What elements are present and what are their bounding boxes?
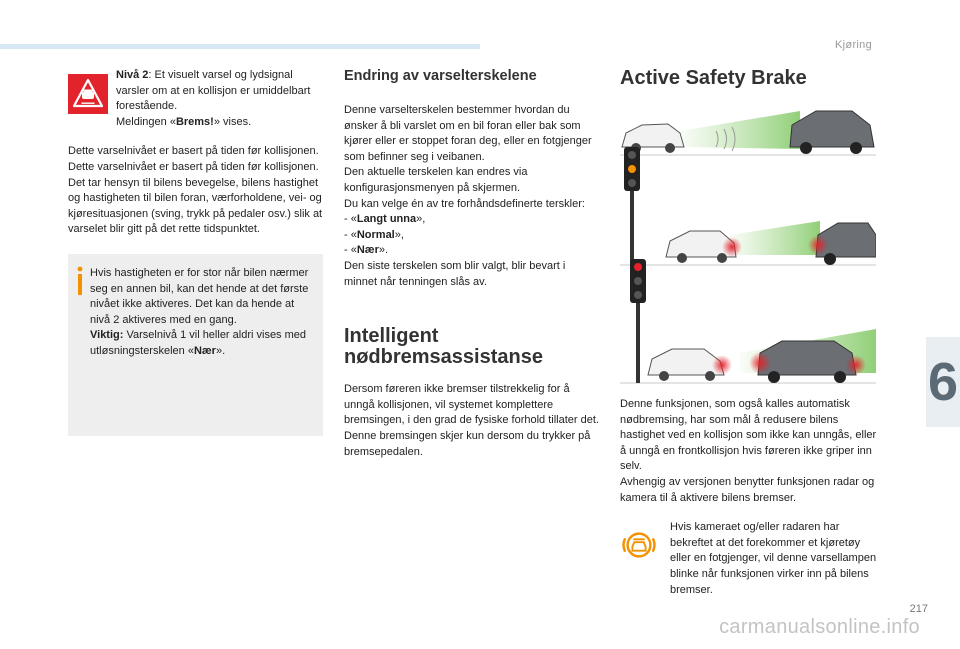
front-car (758, 341, 856, 383)
info-icon (75, 266, 85, 296)
brake-message: Brems! (175, 115, 214, 128)
option-suffix: ». (378, 244, 389, 257)
threshold-options (344, 212, 600, 259)
brake-illustrations (620, 103, 876, 385)
option-far: Langt unna (356, 213, 417, 226)
camera-warning-lamp-icon (620, 526, 658, 564)
info-box (68, 254, 323, 436)
active-safety-brake-heading: Active Safety Brake (620, 67, 807, 89)
traffic-light-icon (630, 259, 646, 383)
scenario-approaching-car (620, 147, 876, 265)
option-near: Nær (356, 244, 379, 257)
threshold-heading: Endring av varselterskelene (344, 68, 537, 84)
scenario-imminent-collision (620, 259, 876, 383)
scenario-distant-car (620, 111, 876, 155)
brake-message-post: » vises. (213, 115, 252, 128)
brake-message-pre: Meldingen « (116, 115, 176, 128)
threshold-option (344, 212, 600, 228)
level2-text (116, 68, 323, 130)
threshold-paragraph: Denne varselterskelen bestemmer hvordan du ønsker å bli varslet om en bil foran eller bak som kjører eller er stoppet foran deg, eller en fotgjenger som befinner seg i veibanen. Den aktuelle terskelen kan endres via konfigurasjonsmenyen på skjermen. Du kan velge én av tre forhåndsdefinerte terskler: (344, 104, 592, 210)
info-text (90, 266, 315, 360)
chapter-tab (926, 337, 960, 427)
timing-paragraph: Dette varselnivået er basert på tiden før kollisjonen. Dette varselnivået er basert på tiden før kollisjonen. Det tar hensyn til bilens bevegelse, bilens hastighet og hastigheten til bilen foran, værforholdene, vei- og kjøresituasjonen (sving, trykk på pedaler osv.) slik at varselet blir gitt på det rette tidspunktet. (68, 145, 323, 236)
info-sentence-2: Varselnivå 1 vil heller aldri vises med utløsningsterskelen « (90, 329, 307, 357)
asb-paragraph: Denne funksjonen, som også kalles automatisk nødbremsing, har som mål å redusere bilens hastighet ved en kollisjon som ikke kan unngås, eller å unngå en frontkollisjon hvis føreren ikke griper inn selv. Avhengig av versjonen benytter funksjonen radar og kamera til å aktivere bilens bremser. (620, 398, 877, 504)
traffic-light-icon (624, 147, 640, 265)
option-normal: Normal (356, 228, 395, 241)
level2-warning (68, 68, 323, 130)
front-car (790, 111, 874, 154)
collision-scenarios-illustration (620, 103, 876, 385)
level2-label: Nivå 2 (116, 69, 149, 81)
option-prefix: - « (344, 213, 357, 226)
camera-note-text: Hvis kameraet og/eller radaren har bekreftet at det forekommer et kjøretøy eller en fotgjenger, vil denne varsellampen blinke når funksjonen virker inn på bilens bremser. (670, 521, 877, 596)
left-column (68, 68, 323, 436)
level2-description: : Et visuelt varsel og lydsignal varsler om at en kollisjon er umiddelbart forestående. (116, 69, 311, 113)
threshold-option (344, 243, 600, 259)
option-prefix: - « (344, 244, 357, 257)
threshold-option (344, 228, 600, 244)
right-column (620, 68, 882, 598)
page-number: 217 (909, 603, 928, 615)
option-suffix: », (394, 228, 404, 241)
info-near-label: Nær (193, 344, 216, 357)
middle-column (344, 68, 600, 460)
info-important-label: Viktig: (90, 329, 124, 342)
option-suffix: », (416, 213, 426, 226)
collision-warning-icon (68, 74, 108, 114)
option-prefix: - « (344, 228, 357, 241)
info-sentence-3: ». (215, 344, 226, 357)
header-bar (0, 44, 480, 49)
chapter-number: 6 (927, 352, 959, 412)
intelligent-brake-paragraph: Dersom føreren ikke bremser tilstrekkelig for å unngå kollisjonen, vil systemet komplettere bremsingen, i den grad de fysiske forhold tillater det. Denne bremsingen skjer kun dersom du trykker på bremsepedalen. (344, 383, 599, 458)
info-sentence: Hvis hastigheten er for stor når bilen nærmer seg en annen bil, kan det hende at det første nivået ikke aktiveres. Det kan da hende at nivå 2 aktiveres med en gang. (90, 266, 309, 326)
camera-note (620, 520, 882, 598)
watermark: carmanualsonline.info (719, 616, 920, 638)
intelligent-brake-heading: Intelligent nødbremsassistanse (344, 325, 543, 369)
memory-paragraph: Den siste terskelen som blir valgt, blir bevart i minnet når tenningen slås av. (344, 259, 566, 288)
section-title: Kjøring (835, 39, 872, 51)
